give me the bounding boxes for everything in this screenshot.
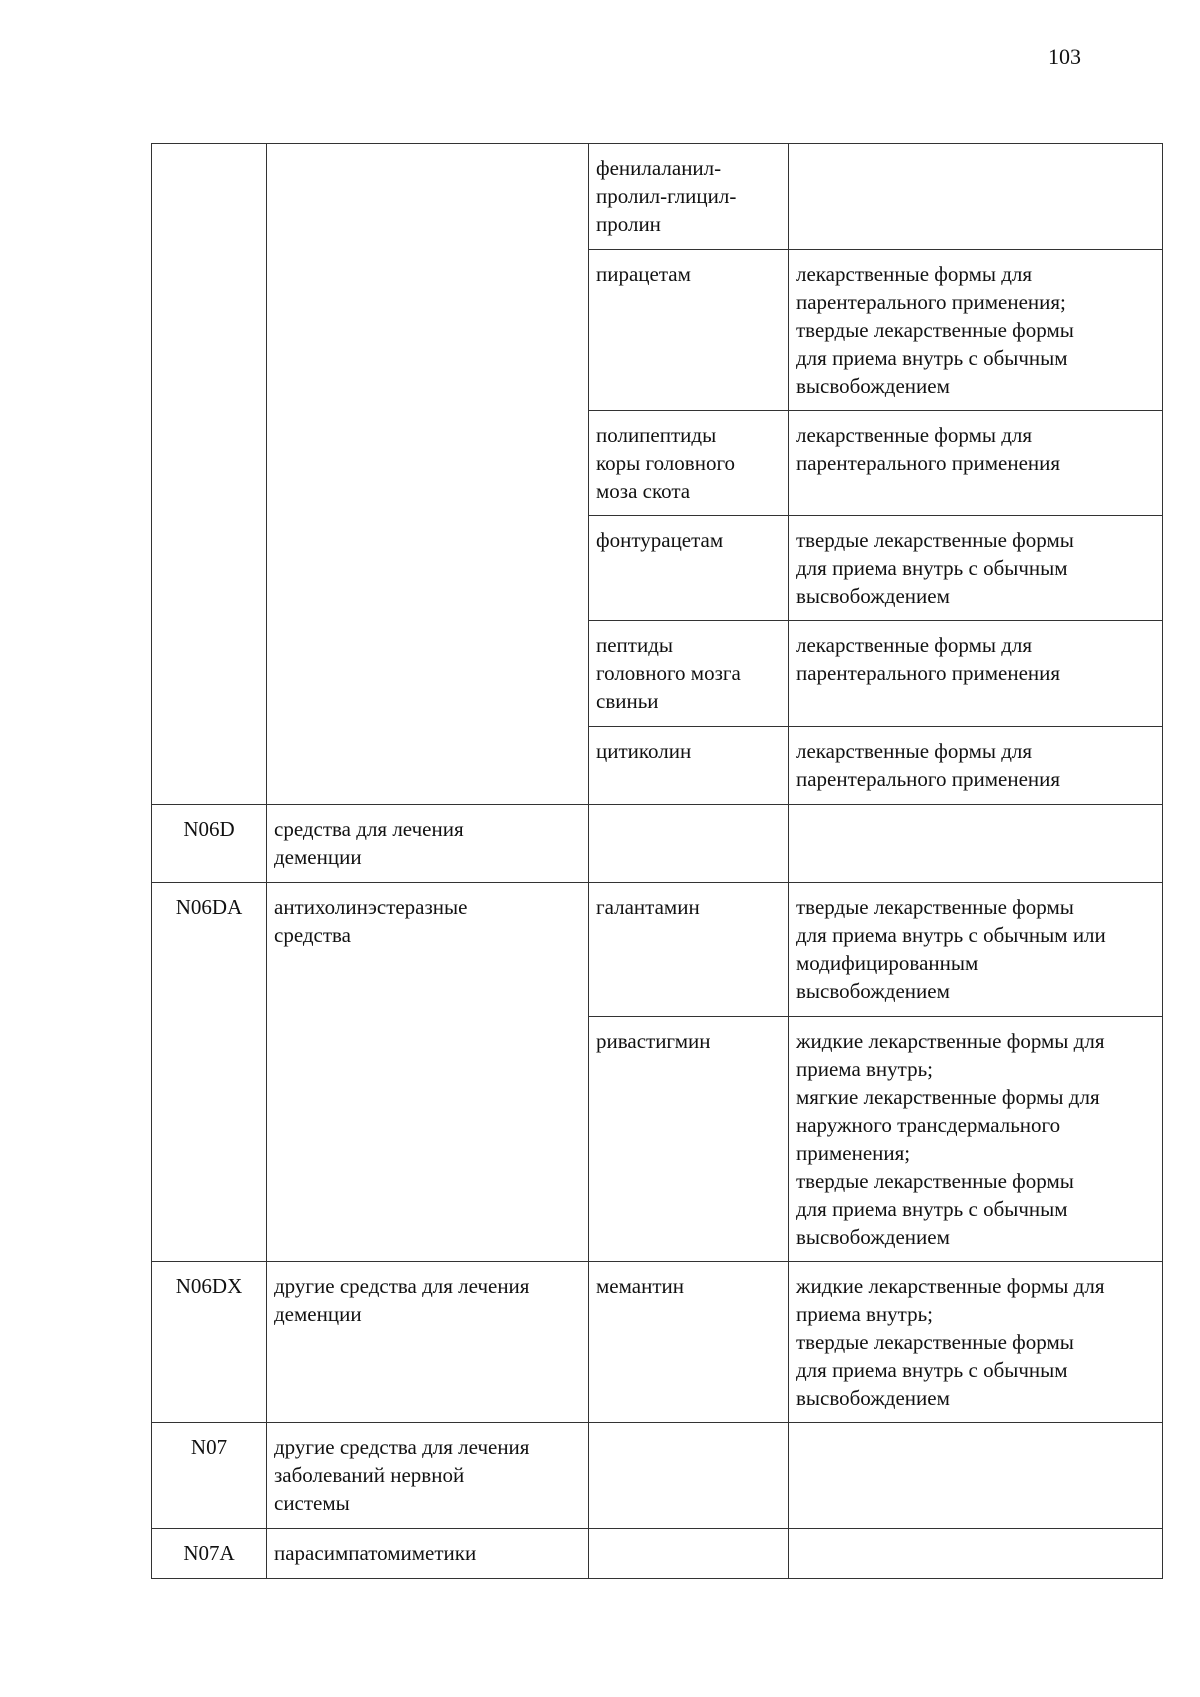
drug-name-cell — [589, 805, 789, 883]
dosage-form-cell: жидкие лекарственные формы для приема внутрь; мягкие лекарственные формы для наружного трансдермального применения; твердые лекарственные формы для приема внутрь с обычным высвобождением — [789, 1017, 1163, 1262]
group-name-cell: средства для лечения деменции — [267, 805, 589, 883]
drug-name-cell: пептиды головного мозга свиньи — [589, 621, 789, 727]
atc-code-cell: N06DX — [152, 1262, 267, 1423]
drug-name-cell — [589, 1529, 789, 1579]
dosage-form-cell: твердые лекарственные формы для приема внутрь с обычным или модифицированным высвобождением — [789, 883, 1163, 1017]
drug-name-cell: мемантин — [589, 1262, 789, 1423]
dosage-form-cell: жидкие лекарственные формы для приема внутрь; твердые лекарственные формы для приема внутрь с обычным высвобождением — [789, 1262, 1163, 1423]
atc-code-cell — [152, 144, 267, 805]
dosage-form-cell: твердые лекарственные формы для приема внутрь с обычным высвобождением — [789, 516, 1163, 621]
dosage-form-cell: лекарственные формы для парентерального применения — [789, 411, 1163, 516]
dosage-form-cell: лекарственные формы для парентерального применения; твердые лекарственные формы для приема внутрь с обычным высвобождением — [789, 250, 1163, 411]
table-row — [152, 144, 1163, 250]
atc-code-cell: N06DA — [152, 883, 267, 1262]
drug-name-cell: пирацетам — [589, 250, 789, 411]
drug-list-table — [151, 143, 1163, 1579]
table-row — [152, 1529, 1163, 1579]
group-name-cell: антихолинэстеразные средства — [267, 883, 589, 1262]
drug-name-cell: фонтурацетам — [589, 516, 789, 621]
drug-name-cell: ривастигмин — [589, 1017, 789, 1262]
dosage-form-cell — [789, 805, 1163, 883]
table-row — [152, 1423, 1163, 1529]
dosage-form-cell — [789, 1529, 1163, 1579]
drug-name-cell — [589, 1423, 789, 1529]
table-row — [152, 805, 1163, 883]
group-name-cell: парасимпатомиметики — [267, 1529, 589, 1579]
drug-name-cell: цитиколин — [589, 727, 789, 805]
dosage-form-cell — [789, 144, 1163, 250]
group-name-cell: другие средства для лечения заболеваний нервной системы — [267, 1423, 589, 1529]
group-name-cell: другие средства для лечения деменции — [267, 1262, 589, 1423]
dosage-form-cell: лекарственные формы для парентерального применения — [789, 727, 1163, 805]
atc-code-cell: N07A — [152, 1529, 267, 1579]
drug-name-cell: полипептиды коры головного моза скота — [589, 411, 789, 516]
table-row — [152, 1262, 1163, 1423]
table-row — [152, 883, 1163, 1017]
atc-code-cell: N07 — [152, 1423, 267, 1529]
drug-name-cell: галантамин — [589, 883, 789, 1017]
dosage-form-cell — [789, 1423, 1163, 1529]
group-name-cell — [267, 144, 589, 805]
drug-name-cell: фенилаланил- пролил-глицил- пролин — [589, 144, 789, 250]
dosage-form-cell: лекарственные формы для парентерального применения — [789, 621, 1163, 727]
atc-code-cell: N06D — [152, 805, 267, 883]
page-number: 103 — [1048, 44, 1081, 69]
